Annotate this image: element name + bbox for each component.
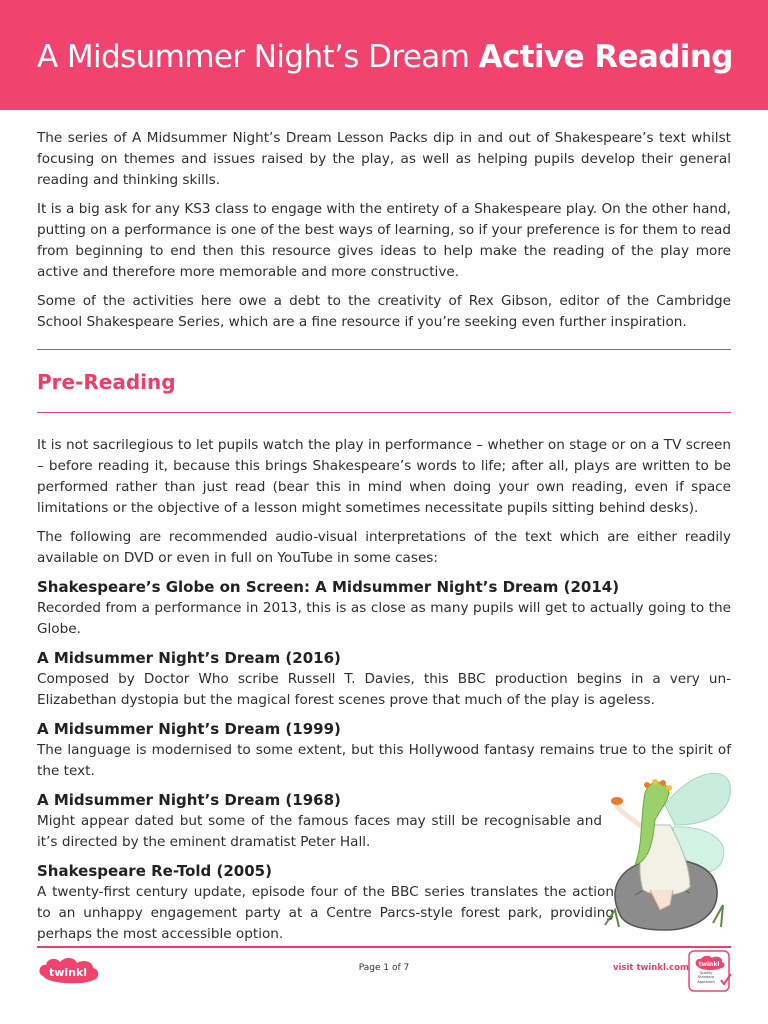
- section-paragraph: The following are recommended audio-visual interpretations of the text which are either readily available on DVD or even in full on YouTube in some cases:: [37, 529, 731, 566]
- visit-link[interactable]: visit twinkl.com: [613, 963, 689, 973]
- list-item-title: A Midsummer Night’s Dream (1999): [37, 720, 341, 738]
- list-item-desc: Composed by Doctor Who scribe Russell T. Davies, this BBC production begins in a very un-Elizabethan dystopia but the magical forest scenes prove that much of the play is ageless.: [37, 671, 731, 708]
- logo-text: twinkl: [48, 966, 88, 979]
- badge-text: Quality Standard Approved: [697, 971, 715, 984]
- list-item-desc: Might appear dated but some of the famous faces may still be recognisable and it’s directed by the eminent dramatist Peter Hall.: [37, 813, 602, 850]
- list-item-title: A Midsummer Night’s Dream (1968): [37, 791, 341, 809]
- footer-divider: [37, 946, 731, 948]
- list-item-desc: The language is modernised to some extent, but this Hollywood fantasy remains true to the spirit of the text.: [37, 742, 731, 779]
- intro-paragraph: It is a big ask for any KS3 class to engage with the entirety of a Shakespeare play. On the other hand, putting on a performance is one of the best ways of learning, so if your preference is for them to read from beginning to end then this resource gives ideas to help make the reading of the play more active and therefore more memorable and more constructive.: [37, 201, 731, 280]
- section-paragraph: It is not sacrilegious to let pupils watch the play in performance – whether on stage or on a TV screen – before reading it, because this brings Shakespeare’s words to life; after all, plays are written to be performed rather than just read (bear this in mind when doing your own reading, even if space limitations or the objective of a lesson might sometimes necessitate pupils sitting behind desks).: [37, 437, 731, 516]
- fairy-on-rock-illustration: [595, 765, 745, 935]
- list-item-title: Shakespeare Re-Told (2005): [37, 862, 272, 880]
- title-bold: Active Reading: [478, 39, 733, 75]
- intro-paragraph: The series of A Midsummer Night’s Dream Lesson Packs dip in and out of Shakespeare’s text whilst focusing on themes and issues raised by the play, as well as helping pupils develop their general reading and thinking skills.: [37, 130, 731, 188]
- page-number: Page 1 of 7: [358, 963, 410, 973]
- divider: [37, 349, 731, 350]
- list-item-title: Shakespeare’s Globe on Screen: A Midsummer Night’s Dream (2014): [37, 578, 620, 596]
- page-header: [0, 0, 768, 110]
- list-item-title: A Midsummer Night’s Dream (2016): [37, 649, 341, 667]
- section-title: Pre-Reading: [37, 370, 176, 394]
- list-item-desc: A twenty-first century update, episode four of the BBC series translates the action to an unhappy engagement party at a Centre Parcs-style forest park, providing perhaps the most accessible option.: [37, 884, 614, 942]
- title-regular: A Midsummer Night’s Dream: [37, 39, 479, 75]
- page-title: [37, 39, 733, 76]
- divider: [37, 412, 731, 413]
- badge-brand: twinkl: [698, 961, 720, 968]
- intro-paragraph: Some of the activities here owe a debt to the creativity of Rex Gibson, editor of the Cambridge School Shakespeare Series, which are a fine resource if you’re seeking even further inspiration.: [37, 293, 731, 330]
- quality-badge-icon: [688, 950, 732, 992]
- list-item-desc: Recorded from a performance in 2013, this is as close as many pupils will get to actually going to the Globe.: [37, 600, 731, 637]
